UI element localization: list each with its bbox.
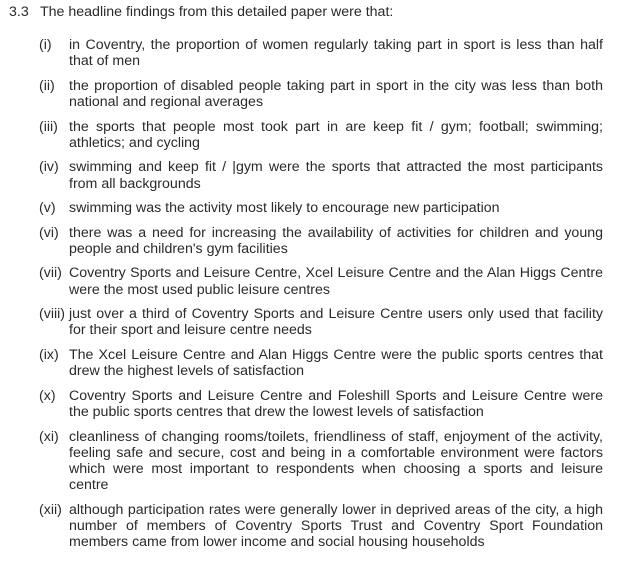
finding-text: in Coventry, the proportion of women regularly taking part in sport is less than half that of men xyxy=(69,37,603,70)
finding-text: Coventry Sports and Leisure Centre, Xcel Leisure Centre and the Alan Higgs Centre were the most used public leisure centres xyxy=(69,265,603,298)
section-number: 3.3 xyxy=(9,4,29,20)
finding-marker: (vii) xyxy=(39,265,62,282)
finding-item xyxy=(0,388,640,421)
finding-marker: (ix) xyxy=(39,346,59,363)
finding-text: swimming was the activity most likely to encourage new participation xyxy=(69,200,500,217)
finding-text: although participation rates were generally lower in deprived areas of the city, a high number of members of Coventry Sports Trust and Coventry Sport Foundation members came from lower income and social housing households xyxy=(69,501,603,551)
finding-marker: (ii) xyxy=(39,77,55,94)
finding-item xyxy=(0,306,640,339)
finding-item xyxy=(0,200,640,216)
finding-marker: (xi) xyxy=(39,428,59,445)
finding-item xyxy=(0,265,640,298)
finding-marker: (xii) xyxy=(39,501,62,518)
finding-text: Coventry Sports and Leisure Centre and Foleshill Sports and Leisure Centre were the public sports centres that drew the lowest levels of satisfaction xyxy=(69,387,603,421)
finding-item xyxy=(0,37,640,70)
finding-text: just over a third of Coventry Sports and Leisure Centre users only used that facility for their sport and leisure centre needs xyxy=(69,306,603,339)
finding-marker: (iii) xyxy=(39,118,58,135)
finding-marker: (iv) xyxy=(39,159,59,176)
finding-item xyxy=(0,159,640,192)
finding-item xyxy=(0,347,640,380)
section-heading: The headline findings from this detailed paper were that: xyxy=(40,4,394,20)
finding-text: there was a need for increasing the availability of activities for children and young people and children's gym facilities xyxy=(69,224,603,257)
finding-item xyxy=(0,429,640,494)
finding-marker: (viii) xyxy=(39,306,65,323)
finding-text: swimming and keep fit / |gym were the sports that attracted the most participants from all backgrounds xyxy=(69,159,603,192)
finding-marker: (vi) xyxy=(39,224,59,241)
finding-item xyxy=(0,225,640,258)
finding-text: the sports that people most took part in are keep fit / gym; football; swimming; athletics; and cycling xyxy=(69,118,603,151)
finding-item xyxy=(0,78,640,111)
finding-marker: (v) xyxy=(39,200,56,217)
finding-marker: (x) xyxy=(39,387,56,404)
finding-item xyxy=(0,502,640,551)
findings-list xyxy=(0,37,640,559)
finding-item xyxy=(0,119,640,152)
finding-text: The Xcel Leisure Centre and Alan Higgs Centre were the public sports centres that drew the highest levels of satisfaction xyxy=(69,346,603,380)
finding-text: the proportion of disabled people taking part in sport in the city was less than both national and regional averages xyxy=(69,77,603,111)
finding-marker: (i) xyxy=(39,37,52,53)
finding-text: cleanliness of changing rooms/toilets, friendliness of staff, enjoyment of the activity, feeling safe and secure, cost and being in a comfortable environment were factors which were most important to respondents when choosing a sports and leisure centre xyxy=(69,428,603,494)
